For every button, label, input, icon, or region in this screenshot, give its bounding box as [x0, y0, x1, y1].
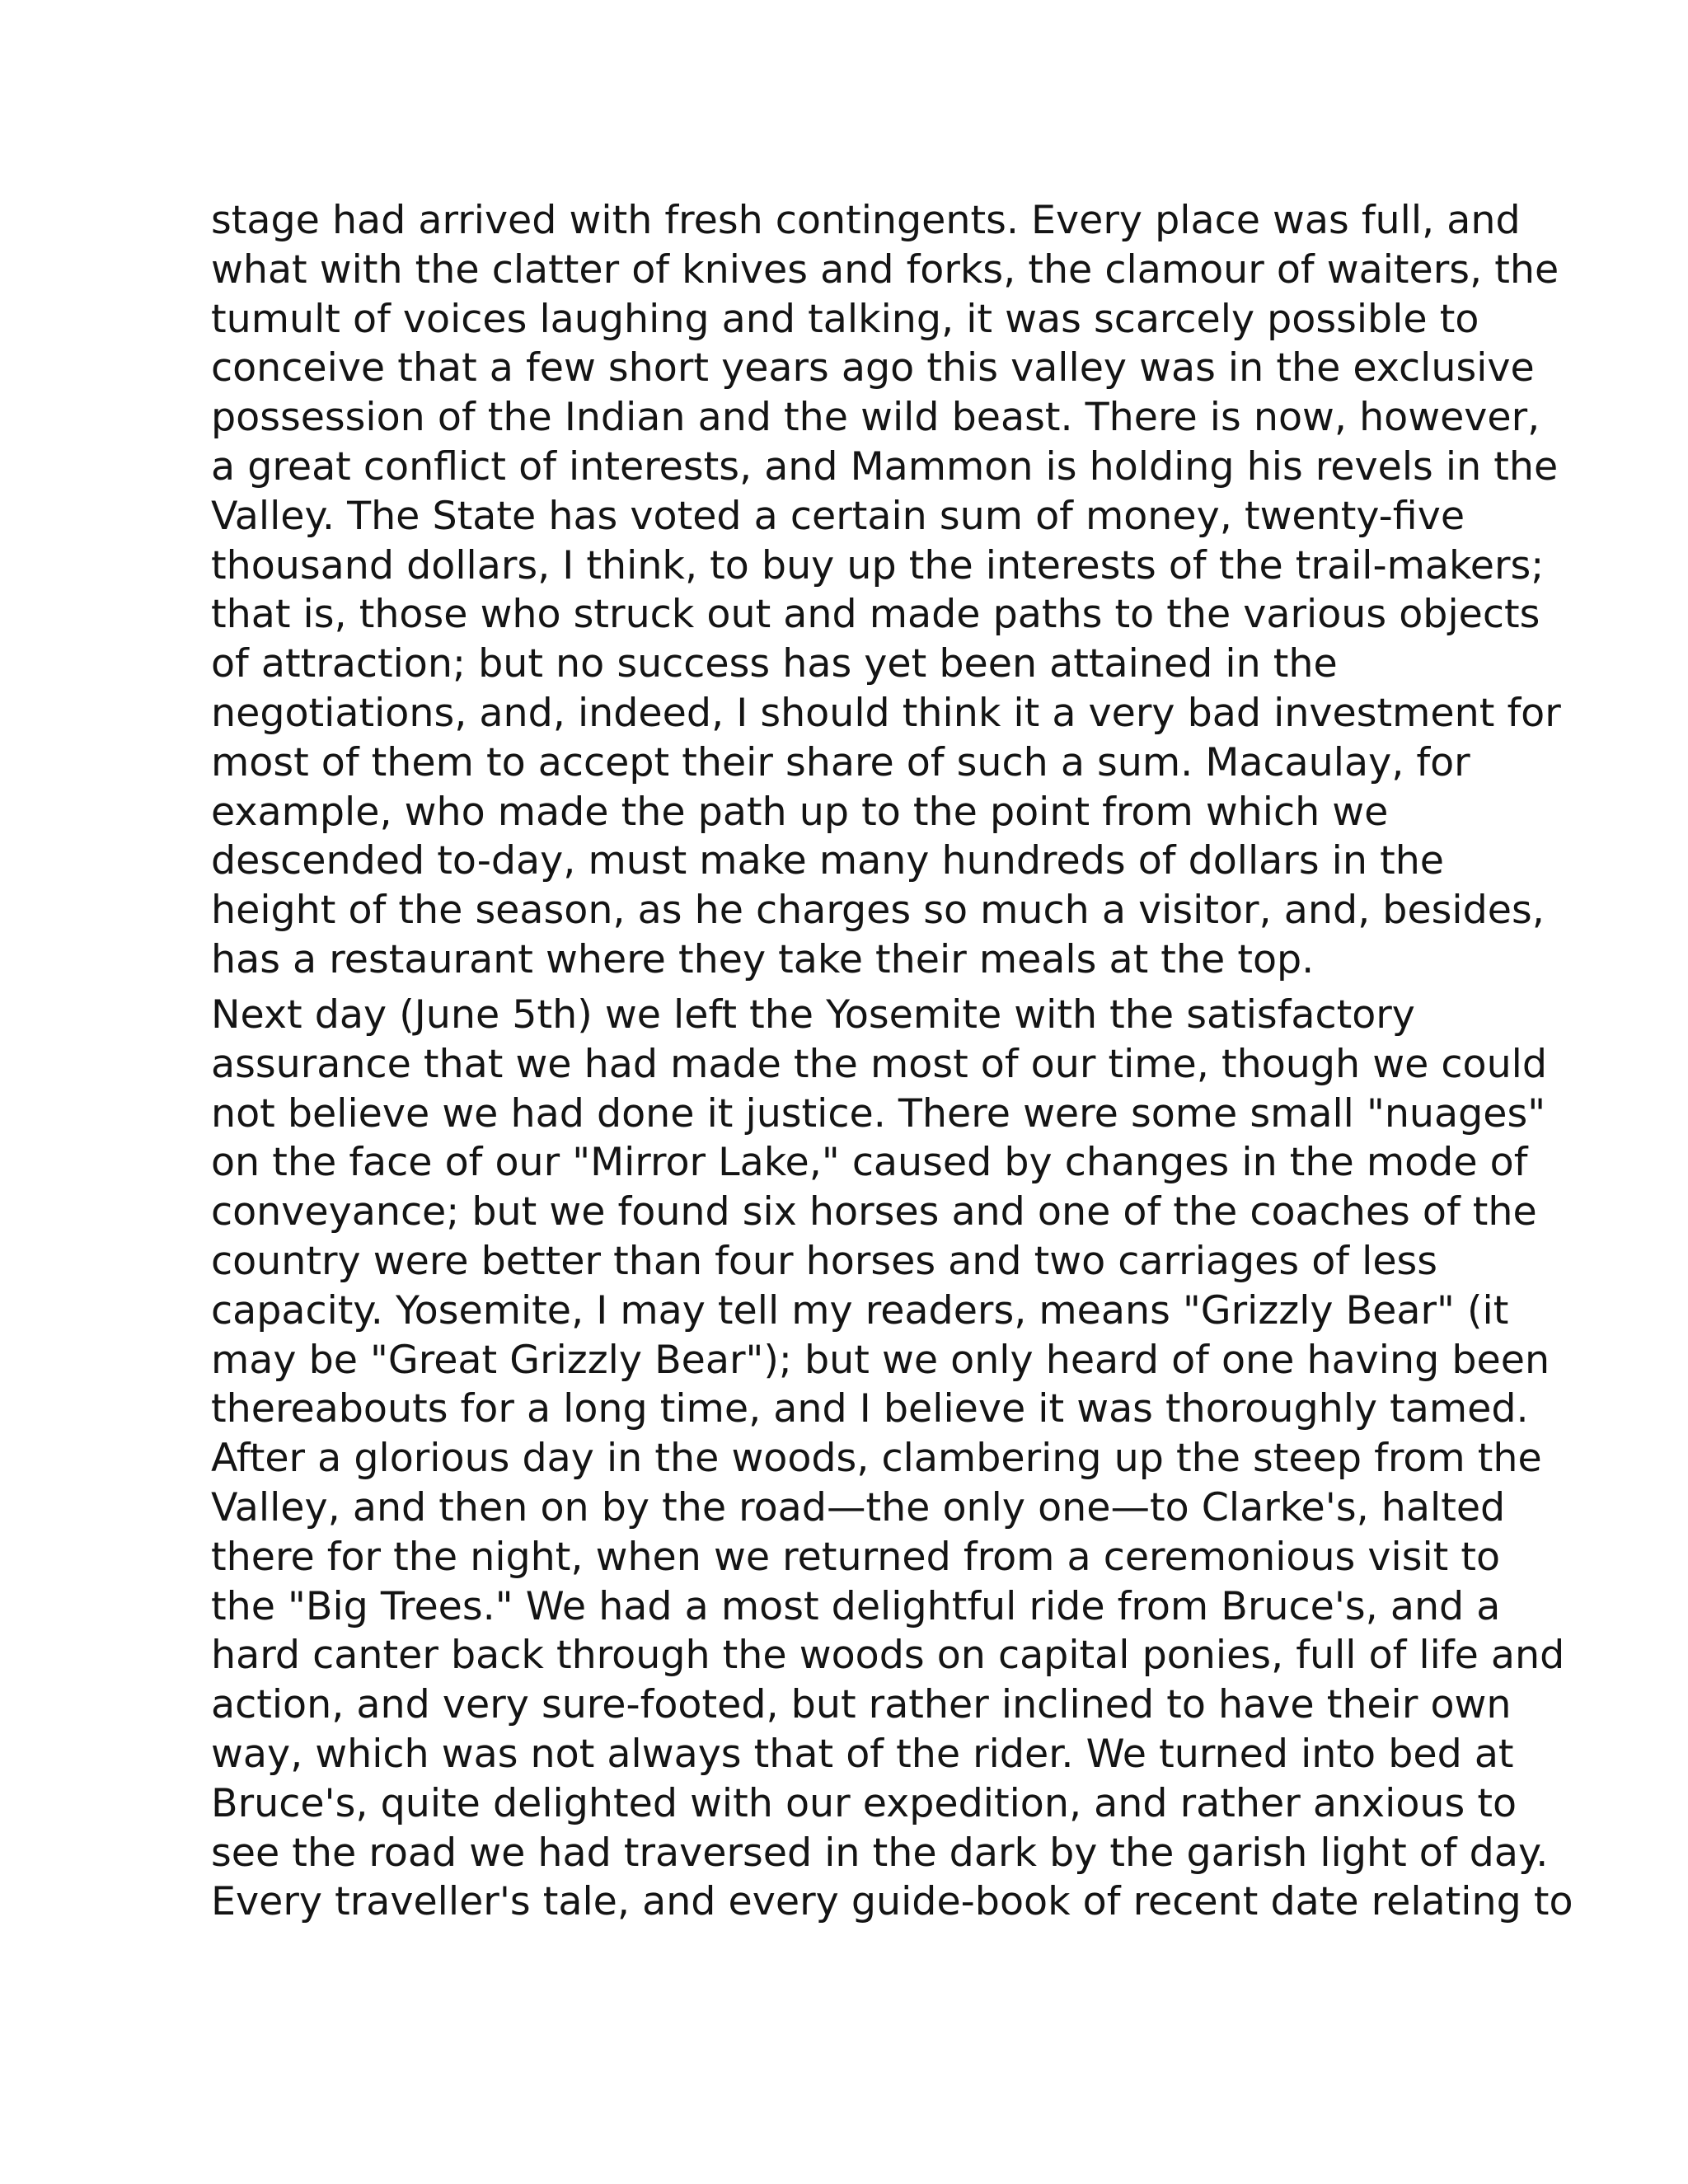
text-line: there for the night, when we returned from a ceremonious visit to	[211, 1534, 1501, 1580]
text-line: that is, those who struck out and made paths to the various objects	[211, 592, 1540, 638]
text-line: possession of the Indian and the wild beast. There is now, however,	[211, 395, 1540, 441]
text-line: see the road we had traversed in the dark by the garish light of day.	[211, 1830, 1549, 1876]
text-line: Every traveller's tale, and every guide-book of recent date relating to	[211, 1879, 1573, 1925]
text-line: capacity. Yosemite, I may tell my readers, means "Grizzly Bear" (it	[211, 1287, 1509, 1333]
text-line: tumult of voices laughing and talking, it was scarcely possible to	[211, 296, 1479, 342]
text-line: height of the season, as he charges so much a visitor, and, besides,	[211, 888, 1545, 934]
text-line: example, who made the path up to the point from which we	[211, 789, 1389, 835]
text-line: way, which was not always that of the rider. We turned into bed at	[211, 1731, 1514, 1777]
text-line: descended to-day, must make many hundreds of dollars in the	[211, 838, 1445, 884]
text-line: has a restaurant where they take their meals at the top.	[211, 936, 1315, 982]
text-line: not believe we had done it justice. There were some small "nuages"	[211, 1090, 1546, 1137]
text-line: thousand dollars, I think, to buy up the interests of the trail-makers;	[211, 542, 1545, 588]
text-line: what with the clatter of knives and forks, the clamour of waiters, the	[211, 246, 1559, 293]
text-line: conveyance; but we found six horses and one of the coaches of the	[211, 1189, 1537, 1235]
text-line: action, and very sure-footed, but rather inclined to have their own	[211, 1682, 1512, 1728]
text-line: most of them to accept their share of such a sum. Macaulay, for	[211, 739, 1470, 785]
text-line: country were better than four horses and two carriages of less	[211, 1238, 1438, 1284]
text-line: on the face of our "Mirror Lake," caused by changes in the mode of	[211, 1140, 1528, 1186]
paragraph	[211, 196, 1561, 985]
text-line: Bruce's, quite delighted with our expedition, and rather anxious to	[211, 1780, 1517, 1826]
text-line: the "Big Trees." We had a most delightful ride from Bruce's, and a	[211, 1583, 1501, 1629]
text-line: Valley. The State has voted a certain sum of money, twenty-five	[211, 493, 1465, 539]
text-line: conceive that a few short years ago this valley was in the exclusive	[211, 345, 1535, 391]
text-line: stage had arrived with fresh contingents. Every place was full, and	[211, 198, 1521, 243]
paragraph	[211, 991, 1573, 1927]
text-line: may be "Great Grizzly Bear"); but we only heard of one having been	[211, 1337, 1550, 1383]
text-line: a great conflict of interests, and Mammon is holding his revels in the	[211, 443, 1559, 490]
text-line: Valley, and then on by the road—the only one—to Clarke's, halted	[211, 1484, 1506, 1530]
text-line: thereabouts for a long time, and I believe it was thoroughly tamed.	[211, 1386, 1529, 1432]
text-line: Next day (June 5th) we left the Yosemite with the satisfactory	[211, 992, 1415, 1038]
text-line: negotiations, and, indeed, I should think it a very bad investment for	[211, 690, 1561, 736]
text-line: assurance that we had made the most of our time, though we could	[211, 1041, 1548, 1087]
text-line: After a glorious day in the woods, clambering up the steep from the	[211, 1436, 1542, 1482]
text-line: hard canter back through the woods on capital ponies, full of life and	[211, 1633, 1565, 1679]
text-line: of attraction; but no success has yet been attained in the	[211, 641, 1338, 687]
